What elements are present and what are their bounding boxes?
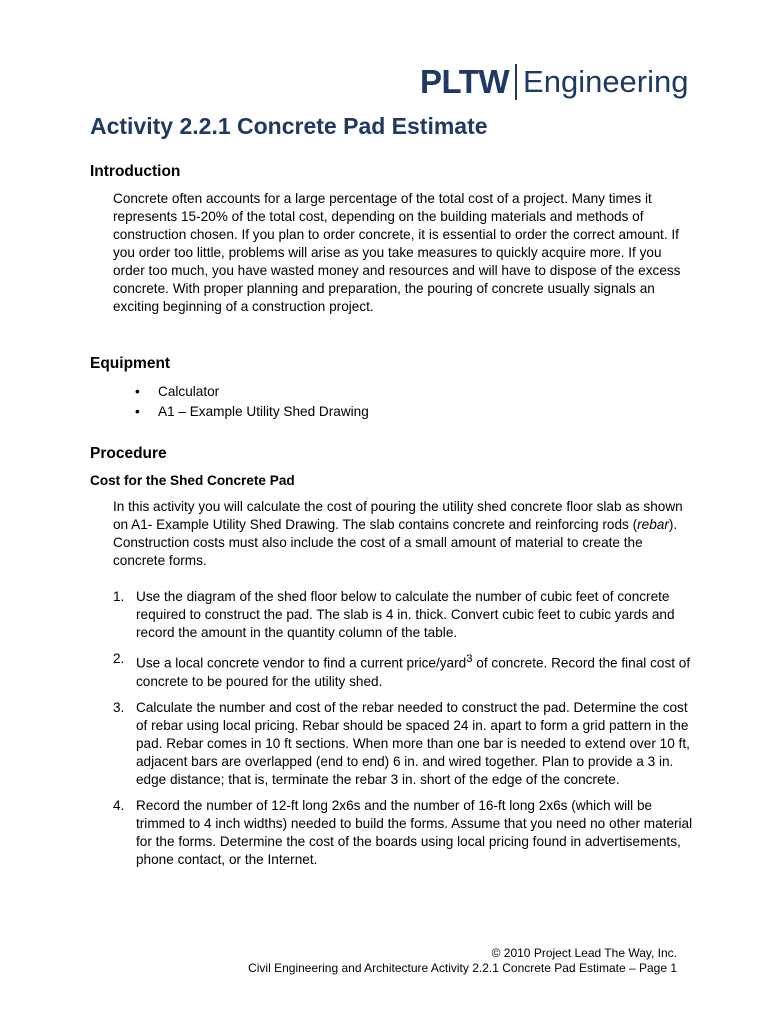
step-text: Record the number of 12-ft long 2x6s and the number of 16-ft long 2x6s (which will be trimmed to 4 inch widths) needed to build the forms. Assume that you need no other material for the forms. Determine the cost of the boards using local pricing found in advertisements, phone contact, or the Internet. [136,797,693,867]
step-superscript: 3 [466,653,473,665]
equipment-item [135,383,369,403]
procedure-steps [113,588,693,877]
equipment-heading: Equipment [90,355,171,372]
step-number: 2. [113,651,125,666]
procedure-step [113,588,693,642]
equipment-list [135,383,369,423]
procedure-heading: Procedure [90,445,167,462]
step-number: 4. [113,797,125,813]
procedure-step [113,797,693,869]
logo-divider [515,64,517,100]
page-footer [248,946,677,976]
procedure-subheading: Cost for the Shed Concrete Pad [90,473,295,488]
introduction-heading: Introduction [90,163,181,180]
bullet-icon: • [135,384,140,399]
equipment-item-label: A1 – Example Utility Shed Drawing [158,404,369,419]
logo-division: Engineering [523,64,689,99]
equipment-item-label: Calculator [158,384,220,399]
procedure-step [113,650,693,691]
procedure-step [113,699,693,789]
step-number: 1. [113,589,125,604]
logo-brand: PLTW [420,63,510,100]
footer-copyright: © 2010 Project Lead The Way, Inc. [491,946,677,960]
bullet-icon: • [135,404,140,419]
step-text-before: Use a local concrete vendor to find a current price/yard [136,655,467,671]
step-text: Calculate the number and cost of the rebar needed to construct the pad. Determine the cost of rebar using local pricing. Rebar should be spaced 24 in. apart to form a grid pattern in the pad. Rebar comes in 10 ft sections. When more than one bar is needed to extend over 10 ft, adjacent bars are overlapped (end to end) 6 in. and wired together. Plan to provide a 3 in. edge distance; that is, terminate the rebar 3 in. short of the edge of the concrete. [136,699,690,787]
procedure-intro-before: In this activity you will calculate the cost of pouring the utility shed concrete floor slab as shown on A1- Example Utility Shed Drawing. The slab contains concrete and reinforcing rods ( [113,499,683,532]
step-text-after: of concrete. Record the final cost of concrete to be poured for the utility shed. [136,655,691,689]
equipment-item [135,403,369,423]
pltw-engineering-logo [420,63,689,101]
step-text: Use the diagram of the shed floor below to calculate the number of cubic feet of concrete required to construct the pad. The slab is 4 in. thick. Convert cubic feet to cubic yards and record the amount in the quantity column of the table. [136,589,675,640]
step-number: 3. [113,699,125,715]
page-title: Activity 2.2.1 Concrete Pad Estimate [90,113,488,139]
procedure-intro [113,498,693,570]
procedure-intro-italic: rebar [637,517,669,532]
introduction-text: Concrete often accounts for a large percentage of the total cost of a project. Many times it represents 15-20% of the total cost, depending on the building materials and methods of construction chosen. If you plan to order concrete, it is essential to order the correct amount. If you order too little, problems will arise as you take measures to quickly acquire more. If you order too much, you have wasted money and resources and will have to dispose of the excess concrete. With proper planning and preparation, the pouring of concrete usually signals an exciting beginning of a construction project. [113,191,681,314]
procedure-intro-after: ). Construction costs must also include the cost of a small amount of material to create the concrete forms. [113,517,678,568]
footer-course-line: Civil Engineering and Architecture Activity 2.2.1 Concrete Pad Estimate – Page 1 [248,961,677,975]
